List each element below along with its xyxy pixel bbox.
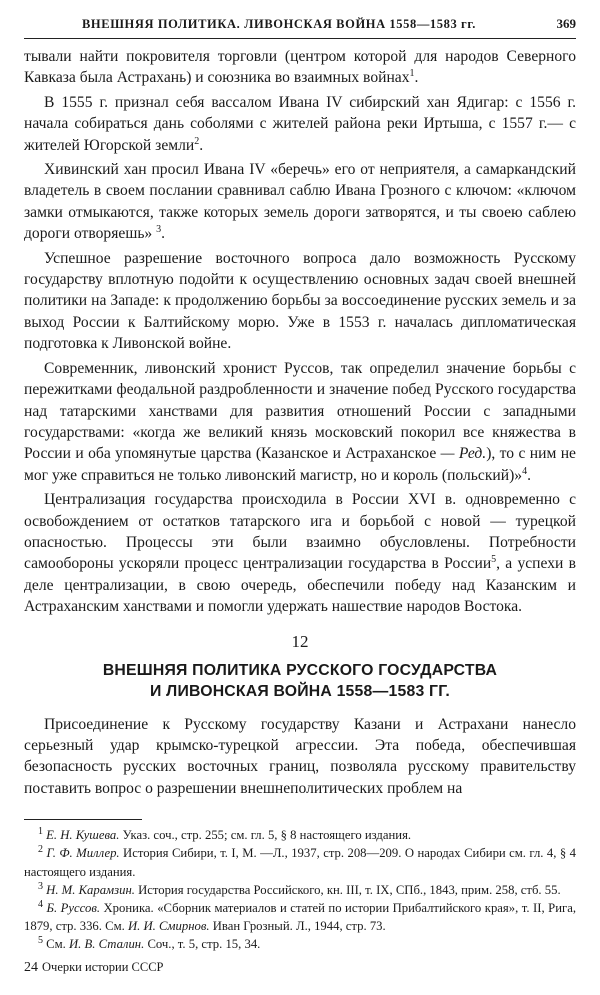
- footnote-ref: 2: [194, 135, 200, 147]
- chapter-title-line: И ЛИВОНСКАЯ ВОЙНА 1558—1583 ГГ.: [150, 682, 450, 700]
- footnote-number: 1: [38, 825, 43, 837]
- footnote-text: Указ. соч., стр. 255; см. гл. 5, § 8 настоящего издания.: [119, 828, 412, 843]
- footnote-text: См.: [46, 937, 70, 952]
- footnote-text: История государства Российского, кн. III, т. IX, СПб., 1843, прим. 258, стб. 55.: [134, 882, 561, 897]
- footnote-ref: 4: [522, 465, 528, 477]
- footnote-text: История Сибири, т. I, М. —Л., 1937, стр. 208—209. О народах Сибири см. гл. 4, § 4 настоящего издания.: [24, 846, 577, 879]
- running-head: [24, 10, 576, 39]
- chapter-title: [24, 660, 576, 702]
- page: [24, 10, 576, 954]
- footnotes: [24, 826, 576, 953]
- paragraph: Современник, ливонский хронист Руссов, так определил значение борьбы с пережитками феодальной раздробленности и значение побед Русского государства над татарскими ханствами для развития отношений России с западными государствами: «когда же великий князь московский покорил все княжества в России и оба упомянутые царства (Казанское и Астраханское — Ред.), то с ним не мог уже справиться не только ливонский магистр, но и король (польский)»$^4$.: [24, 359, 576, 484]
- paragraph-text: Успешное разрешение восточного вопроса дало возможность Русскому государству вплотную подойти к осуществлению основных задач своей внешней политики на Западе: к продолжению борьбы за воссоединение русских земель и за выход России к Балтийскому морю. Уже в 1553 г. началась дипломатическая подготовка к Ливонской войне.: [24, 249, 576, 353]
- footnote: [24, 844, 576, 880]
- footnote-number: 2: [38, 844, 43, 856]
- paragraph: [24, 489, 576, 617]
- signature-text: Очерки истории СССР: [42, 960, 164, 974]
- footnote-text: Иван Грозный. Л., 1944, стр. 73.: [209, 919, 386, 934]
- footnote-number: 5: [38, 935, 43, 947]
- footnote-text: Соч., т. 5, стр. 15, 34.: [144, 937, 261, 952]
- chapter-text: [24, 714, 576, 800]
- paragraph: тывали найти покровителя торговли (центром которой для народов Северного Кавказа была Астрахань) и союзника во взаимных войнах$^1$.: [24, 48, 576, 87]
- paragraph-text: Централизация государства происходила в России XVI в. одновременно с освобождением от остатков татарского ига и борьбой с новой — турецкой опасностью. Процессы эти были взаимно обусловлены. Потребности самообороны ускоряли процесс централизации государства в России: [24, 491, 576, 573]
- footnote-ref: 3: [156, 224, 162, 236]
- page-number: 369: [556, 16, 576, 31]
- paragraph-text: Современник, ливонский хронист Руссов, так определил значение борьбы с пережитками феодальной раздробленности и значение побед Русского государства над татарскими ханствами для развития отношений России с западными государствами: «когда же великий князь московский покорил все княжества в России и оба упомянутые царства (Казанское и Астраханское: [24, 359, 576, 463]
- footnote-ref: 1: [409, 68, 415, 80]
- paragraph-text: тывали найти покровителя торговли (центром которой для народов Северного Кавказа была Астрахань) и союзника во взаимных войнах: [24, 48, 576, 87]
- footnote: [24, 826, 576, 844]
- paragraph-text: , а успехи в деле централизации, в свою очередь, обеспечили победу над Казанским и Астраханским ханствами и помогли удержать нашествие народов Востока.: [24, 555, 576, 616]
- footnote-author: Б. Руссов.: [46, 901, 101, 915]
- footnote-ref: 5: [491, 554, 497, 566]
- chapter-title-line: ВНЕШНЯЯ ПОЛИТИКА РУССКОГО ГОСУДАРСТВА: [102, 661, 498, 679]
- footnote-text: Хроника. «Сборник материалов и статей по истории Прибалтийского края», т. II, Рига, 1879, стр. 336. См.: [24, 901, 576, 934]
- chapter-number: 12: [291, 631, 309, 651]
- paragraph: В 1555 г. признал себя вассалом Ивана IV сибирский хан Ядигар: с 1556 г. начала собираться дань соболями с жителей района реки Иртыша, с 1557 г.— с жителей Югорской земли$^2$.: [24, 93, 576, 154]
- footnote-author: Н. М. Карамзин.: [46, 882, 135, 897]
- paragraph: Присоединение к Русскому государству Казани и Астрахани нанесло серьезный удар крымско-турецкой агрессии. Эта победа, обеспечившая безопасность русских восточных границ, позволяла русскому правительству поставить вопрос о разрешении внешнеполитических проблем на: [24, 715, 576, 797]
- footnote-number: 3: [38, 880, 43, 892]
- footnote: [24, 899, 576, 935]
- main-text: [24, 46, 576, 618]
- paragraph-text: ), то с ним не мог уже справиться не только ливонский магистр, но и король (польский)»: [24, 445, 576, 484]
- running-head-title: ВНЕШНЯЯ ПОЛИТИКА. ЛИВОНСКАЯ ВОЙНА 1558—1583 гг.: [82, 17, 476, 31]
- footnote-author: Г. Ф. Миллер.: [46, 846, 120, 861]
- footnote-author: И. В. Сталин.: [69, 937, 145, 952]
- footnote-author: И. И. Смирнов.: [127, 919, 210, 934]
- footnote: [24, 881, 576, 899]
- footnote-divider: [24, 819, 142, 820]
- printer-signature: [24, 960, 164, 976]
- footnote-number: 4: [38, 898, 43, 910]
- paragraph-text: В 1555 г. признал себя вассалом Ивана IV сибирский хан Ядигар: с 1556 г. начала собираться дань соболями с жителей района реки Иртыша, с 1557 г.— с жителей Югорской земли: [24, 93, 576, 154]
- paragraph: [24, 248, 576, 355]
- signature-number: 24: [24, 960, 38, 975]
- editor-note: — Ред.: [440, 445, 487, 463]
- footnote: [24, 935, 576, 953]
- footnote-author: Е. Н. Кушева.: [46, 828, 120, 843]
- paragraph-text: Хивинский хан просил Ивана IV «беречь» его от неприятеля, а самаркандский владетель в своем послании сравнивал саблю Ивана Грозного с ключом: «ключом замки отмыкаются, также которых земель дороги затворятся, и ты своею саблею дороги отворяешь»: [24, 161, 576, 243]
- paragraph: Хивинский хан просил Ивана IV «беречь» его от неприятеля, а самаркандский владетель в своем послании сравнивал саблю Ивана Грозного с ключом: «ключом замки отмыкаются, также которых земель дороги затворятся, и ты своею саблею дороги отворяешь» $^3$.: [24, 161, 576, 243]
